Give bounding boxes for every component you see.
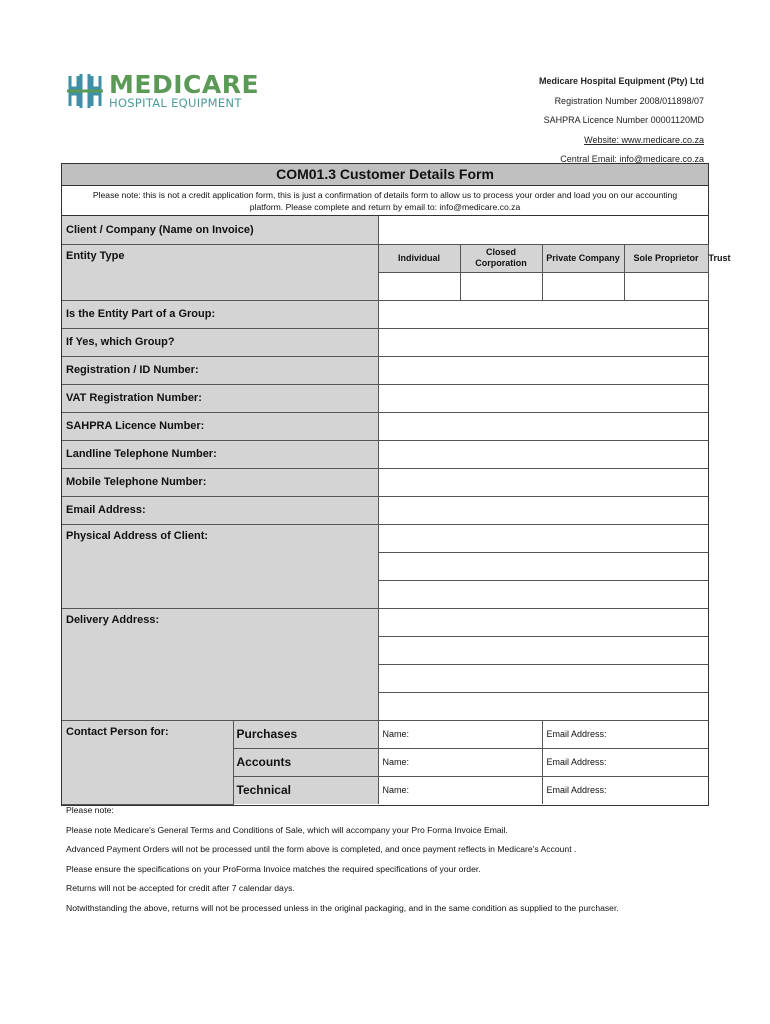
entity-type-closed-line-2: Corporation [475, 258, 527, 268]
mobile-field[interactable] [378, 468, 708, 496]
client-company-field[interactable] [378, 216, 708, 244]
accounts-email-field[interactable]: Email Address: [542, 748, 708, 776]
logo-tagline: HOSPITAL EQUIPMENT [109, 96, 242, 110]
which-group-field[interactable] [378, 328, 708, 356]
entity-group-field[interactable] [378, 300, 708, 328]
contact-role-purchases: Purchases [233, 720, 378, 748]
vat-number-label: VAT Registration Number: [62, 384, 378, 412]
registration-id-field[interactable] [378, 356, 708, 384]
company-name: Medicare Hospital Equipment (Pty) Ltd [538, 76, 704, 86]
registration-id-label: Registration / ID Number: [62, 356, 378, 384]
footnote-heading: Please note: [66, 805, 114, 815]
footnote-packaging: Notwithstanding the above, returns will not be processed unless in the original packaging, and in the same condition as supplied to the purchaser. [66, 902, 619, 913]
entity-group-label: Is the Entity Part of a Group: [62, 300, 378, 328]
client-company-label: Client / Company (Name on Invoice) [62, 216, 378, 244]
entity-individual-checkbox[interactable] [378, 272, 460, 300]
logo-wordmark: MEDICARE [109, 70, 260, 99]
entity-type-label: Entity Type [62, 244, 378, 300]
company-details [539, 72, 704, 170]
footnote-advanced-payment: Advanced Payment Orders will not be processed until the form above is completed, and once payment reflects in Medicare's Account . [66, 844, 577, 855]
entity-type-sole-proprietor: Sole Proprietor [624, 244, 708, 272]
entity-type-closed-corporation [460, 244, 542, 272]
delivery-address-line-2[interactable] [378, 636, 708, 664]
medicare-logo-icon [66, 72, 104, 110]
accounts-name-field[interactable]: Name: [378, 748, 542, 776]
sahpra-licence-label: SAHPRA Licence Number: [62, 412, 378, 440]
footnotes [66, 801, 619, 919]
technical-name-field[interactable]: Name: [378, 776, 542, 804]
company-email-link[interactable]: Central Email: info@medicare.co.za [560, 154, 704, 165]
vat-number-field[interactable] [378, 384, 708, 412]
physical-address-line-2[interactable] [378, 552, 708, 580]
technical-email-field[interactable]: Email Address: [542, 776, 708, 804]
form-title: COM01.3 Customer Details Form [62, 164, 708, 186]
contact-person-label: Contact Person for: [62, 720, 233, 804]
footnote-specifications: Please ensure the specifications on your ProForma Invoice matches the required specifications of your order. [66, 863, 481, 874]
entity-type-private-company: Private Company [542, 244, 624, 272]
company-website-link[interactable]: Website: www.medicare.co.za [584, 134, 704, 145]
which-group-label: If Yes, which Group? [62, 328, 378, 356]
entity-type-closed-line-1: Closed [485, 247, 516, 257]
delivery-address-line-3[interactable] [378, 664, 708, 692]
email-address-label: Email Address: [62, 496, 378, 524]
company-licence: SAHPRA Licence Number 00001120MD [543, 115, 704, 126]
delivery-address-label: Delivery Address: [62, 608, 378, 720]
entity-closed-corporation-checkbox[interactable] [460, 272, 542, 300]
purchases-email-field[interactable]: Email Address: [542, 720, 708, 748]
sahpra-licence-field[interactable] [378, 412, 708, 440]
medicare-logo [66, 72, 266, 112]
entity-sole-proprietor-checkbox[interactable] [624, 272, 708, 300]
landline-label: Landline Telephone Number: [62, 440, 378, 468]
mobile-label: Mobile Telephone Number: [62, 468, 378, 496]
form-note-line-1: Please note: this is not a credit application form, this is just a confirmation of details form to allow us to process your order and load you on our accounting [92, 190, 678, 200]
delivery-address-line-4[interactable] [378, 692, 708, 720]
customer-details-form [61, 163, 731, 806]
form-note [62, 186, 708, 216]
email-address-field[interactable] [378, 496, 708, 524]
entity-private-company-checkbox[interactable] [542, 272, 624, 300]
footnote-terms: Please note Medicare's General Terms and Conditions of Sale, which will accompany your Pro Forma Invoice Email. [66, 824, 508, 835]
footnote-returns: Returns will not be accepted for credit after 7 calendar days. [66, 883, 295, 894]
physical-address-label: Physical Address of Client: [62, 524, 378, 608]
physical-address-line-1[interactable] [378, 524, 708, 552]
physical-address-line-3[interactable] [378, 580, 708, 608]
entity-type-individual: Individual [378, 244, 460, 272]
contact-role-accounts: Accounts [233, 748, 378, 776]
contact-role-technical: Technical [233, 776, 378, 804]
purchases-name-field[interactable]: Name: [378, 720, 542, 748]
landline-field[interactable] [378, 440, 708, 468]
form-note-line-2: platform. Please complete and return by email to: info@medicare.co.za [249, 202, 521, 212]
delivery-address-line-1[interactable] [378, 608, 708, 636]
company-registration: Registration Number 2008/011898/07 [554, 95, 704, 106]
form-table: Client / Company (Name on Invoice) Entity Type Individual Closed Corporation Private Company Sole Proprietor Trust Is the Entity Part of a Group: If Yes, which Group? Registration / ID Number: VAT Registration Number: SAHPRA Licence Number: Landline Telephone Number: Mobile Telephone Number: Email Address: Physical Address of Client: Delivery Address: Contact Person for: Purchases Name: Email Address: Accounts Name: Email Address: Technical Name: Email Address: [62, 216, 708, 805]
